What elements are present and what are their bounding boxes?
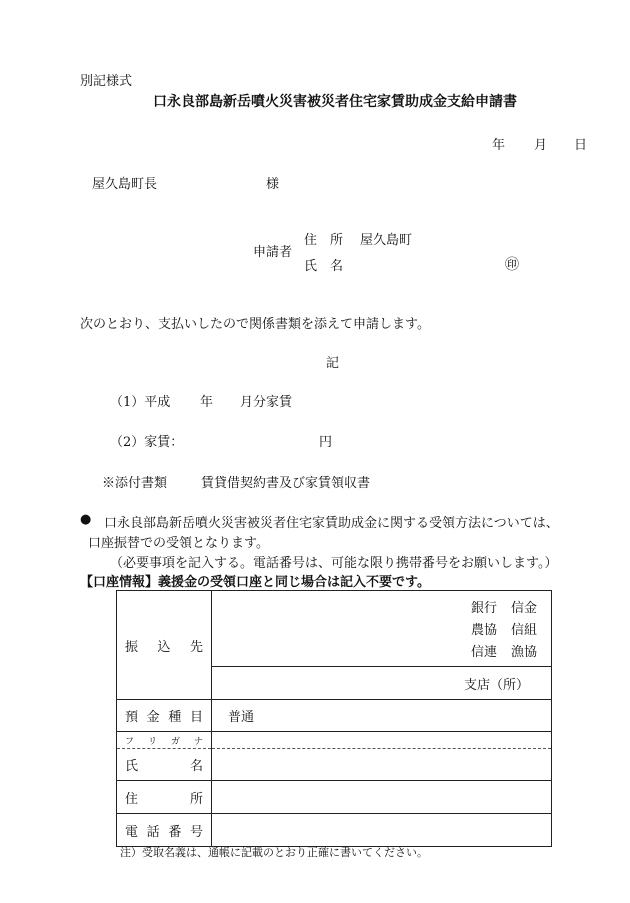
account-info-heading: 【口座情報】義援金の受領口座と同じ場合は記入不要です。: [80, 575, 430, 590]
notice-line1: 口永良部島新岳噴火災害被災者住宅家賃助成金に関する受領方法については、: [104, 516, 559, 531]
deposit-type-label-cell: 預 金 種 目: [117, 700, 212, 732]
date-month: 月: [534, 138, 548, 153]
furigana-input-cell[interactable]: [212, 732, 552, 749]
phone-input-cell[interactable]: [212, 814, 552, 847]
account-info-table: [116, 590, 552, 847]
bank-option-gyokyo: 漁協: [510, 645, 537, 660]
item2-label: （2）家賃：: [110, 435, 184, 450]
form-label: 別記様式: [80, 74, 133, 89]
notice-bullet-icon: ●: [80, 512, 92, 527]
phone-label-cell: 電 話 番 号: [117, 814, 212, 847]
date-day: 日: [574, 138, 588, 153]
bank-option-shinso: 信組: [510, 623, 537, 638]
branch-label: 支店（所）: [463, 677, 529, 693]
bank-option-ginko: 銀行: [470, 601, 497, 616]
deposit-type-value-cell[interactable]: [212, 700, 552, 732]
branch-cell[interactable]: [212, 667, 552, 700]
seal-mark: ㊞: [505, 257, 519, 273]
ki-heading: 記: [326, 356, 340, 371]
document-title: 口永良部島新岳噴火災害被災者住宅家賃助成金支給申請書: [153, 94, 517, 110]
account-address-label-cell: 住 所: [117, 781, 212, 814]
item2-unit: 円: [319, 435, 333, 450]
item1-prefix: （1）平成: [110, 395, 171, 410]
account-note: 注）受取名義は、通帳に記載のとおり正確に書いてください。: [120, 846, 428, 859]
bank-option-nokyo: 農協: [470, 623, 497, 638]
applicant-name-label: 氏 名: [304, 259, 344, 274]
item1-suffix: 月分家賃: [240, 395, 293, 410]
applicant-address-value: 屋久島町: [360, 233, 413, 248]
attachments-value: 賃貸借契約書及び家賃領収書: [201, 476, 371, 491]
addressee-name: 屋久島町長: [92, 177, 158, 192]
account-address-input-cell[interactable]: [212, 781, 552, 814]
body-text: 次のとおり、支払いしたので関係書類を添えて申請します。: [80, 317, 430, 332]
bank-option-shinren: 信連: [470, 645, 497, 660]
applicant-label: 申請者: [253, 245, 293, 260]
account-name-label-cell: 氏 名: [117, 749, 212, 781]
notice-line3: （必要事項を記入する。電話番号は、可能な限り携帯番号をお願いします。）: [110, 556, 558, 571]
bank-option-shinkin: 信金: [510, 601, 537, 616]
addressee-honorific: 様: [266, 177, 280, 192]
date-year: 年: [492, 138, 506, 153]
attachments-label: ※添付書類: [102, 476, 168, 491]
furigana-label-cell: フ リ ガ ナ: [117, 732, 212, 749]
applicant-address-label: 住 所: [304, 233, 344, 248]
bank-name-cell[interactable]: [212, 591, 552, 667]
notice-line2: 口座振替での受領となります。: [88, 536, 269, 551]
deposit-type-value: 普通: [228, 710, 255, 725]
item1-year: 年: [200, 395, 214, 410]
account-name-input-cell[interactable]: [212, 749, 552, 781]
furikomi-label-cell: 振 込 先: [117, 591, 212, 700]
